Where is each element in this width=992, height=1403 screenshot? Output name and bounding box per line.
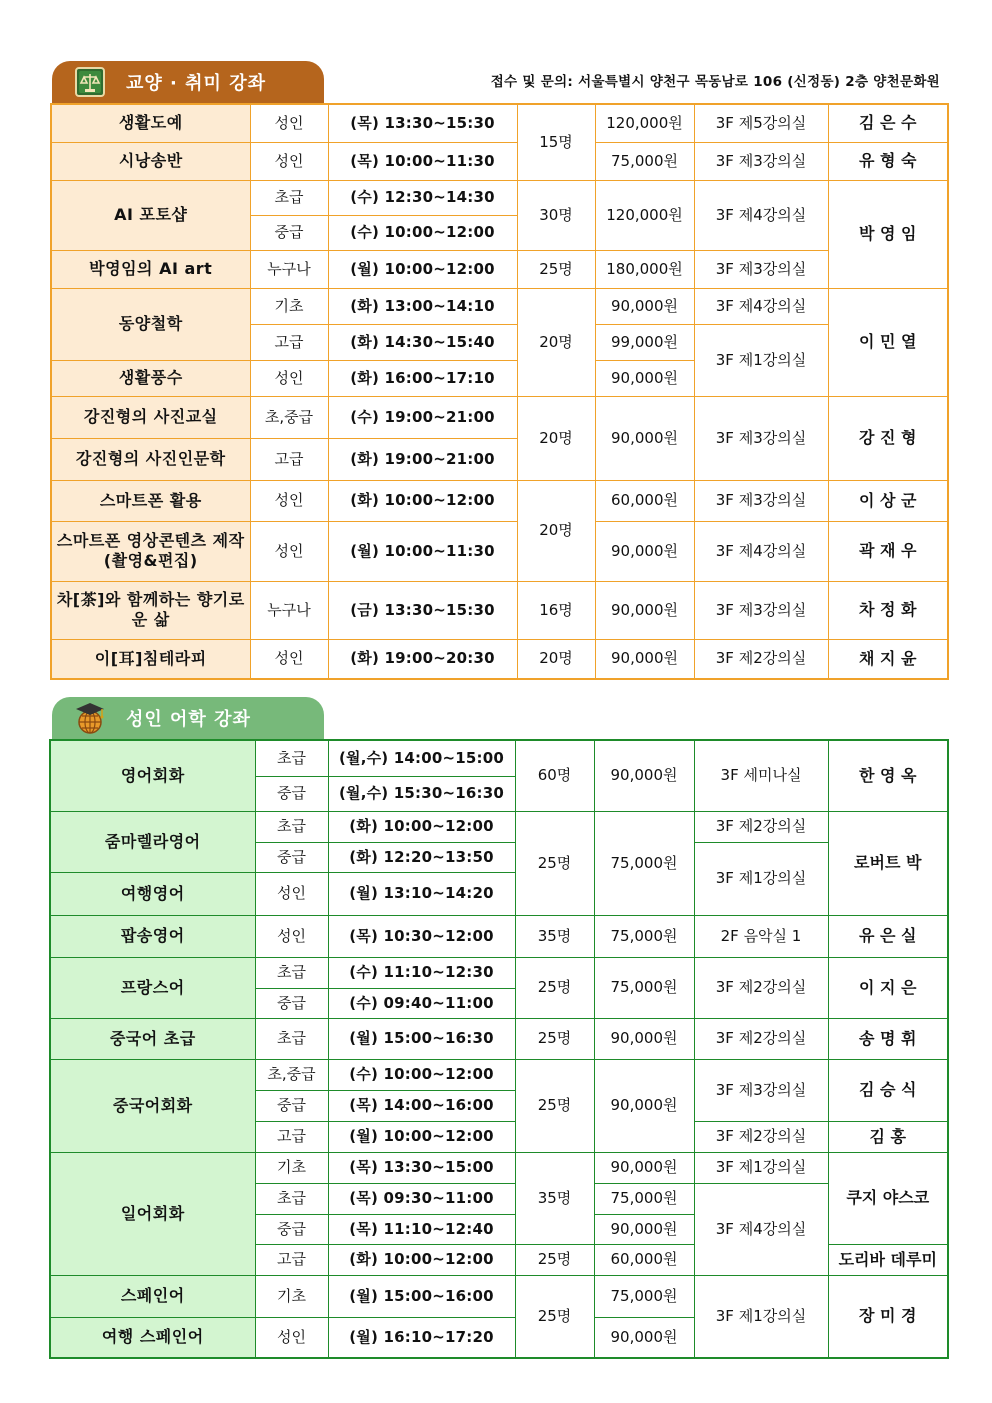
course-teacher: 김 은 수 [828,104,948,142]
course-time: (월) 10:00~12:00 [328,250,517,288]
course-time: (월) 13:10~14:20 [328,872,515,915]
course-capacity: 25명 [515,1244,594,1275]
course-teacher: 유 은 실 [828,915,948,957]
course-capacity: 20명 [517,639,595,679]
course-level: 중급 [255,842,328,872]
course-level: 초급 [250,180,328,215]
course-teacher: 박 영 임 [828,180,948,288]
table-row [51,104,948,142]
course-capacity: 25명 [515,811,594,915]
table-row [50,957,948,988]
course-fee: 75,000원 [594,1183,694,1214]
course-time: (화) 19:00~21:00 [328,438,517,480]
course-fee: 90,000원 [594,1214,694,1244]
course-time: (월) 15:00~16:00 [328,1275,515,1317]
course-capacity: 25명 [515,957,594,1018]
course-name: 스마트폰 활용 [51,480,250,521]
course-time: (수) 19:00~21:00 [328,396,517,438]
course-level: 성인 [255,915,328,957]
table-row [50,1018,948,1059]
course-name: 이[耳]침테라피 [51,639,250,679]
course-level: 초급 [255,1018,328,1059]
course-time: (수) 10:00~12:00 [328,1059,515,1090]
course-time: (월) 16:10~17:20 [328,1317,515,1358]
course-time: (화) 10:00~12:00 [328,480,517,521]
course-time: (목) 10:00~11:30 [328,142,517,180]
table-row [51,521,948,581]
course-time: (목) 09:30~11:00 [328,1183,515,1214]
course-room: 3F 제2강의실 [694,957,828,1018]
course-room: 3F 제3강의실 [694,396,828,480]
course-capacity: 20명 [517,480,595,581]
course-fee: 75,000원 [594,957,694,1018]
course-time: (화) 10:00~12:00 [328,1244,515,1275]
course-fee: 90,000원 [595,521,694,581]
course-level: 초급 [255,957,328,988]
course-time: (화) 19:00~20:30 [328,639,517,679]
contact-info: 접수 및 문의: 서울특별시 양천구 목동남로 106 (신정동) 2층 양천문화원 [490,74,940,90]
course-time: (월) 10:00~12:00 [328,1121,515,1152]
language-section-header [52,697,324,739]
course-fee: 99,000원 [595,324,694,360]
course-teacher: 쿠지 야스코 [828,1152,948,1244]
course-time: (화) 10:00~12:00 [328,811,515,842]
course-teacher: 곽 재 우 [828,521,948,581]
course-capacity: 30명 [517,180,595,250]
course-level: 성인 [255,872,328,915]
course-name: 스마트폰 영상콘텐츠 제작(촬영&편집) [51,521,250,581]
course-time: (금) 13:30~15:30 [328,581,517,639]
course-room: 3F 제4강의실 [694,288,828,324]
course-level: 누구나 [250,581,328,639]
course-time: (월) 10:00~11:30 [328,521,517,581]
course-time: (화) 16:00~17:10 [328,360,517,396]
course-teacher: 장 미 경 [828,1275,948,1358]
course-name: 여행영어 [50,872,255,915]
course-capacity: 35명 [515,915,594,957]
course-fee: 75,000원 [595,142,694,180]
course-room: 3F 제3강의실 [694,1059,828,1121]
course-name: 동양철학 [51,288,250,360]
course-teacher: 강 진 형 [828,396,948,480]
course-level: 초,중급 [255,1059,328,1090]
course-name: AI 포토샵 [51,180,250,250]
book-icon [72,64,108,100]
course-room: 3F 제2강의실 [694,1121,828,1152]
table-row [51,639,948,679]
course-capacity: 25명 [515,1059,594,1152]
course-fee: 90,000원 [594,1018,694,1059]
course-level: 초급 [255,811,328,842]
course-name: 스페인어 [50,1275,255,1317]
course-fee: 75,000원 [594,811,694,915]
course-level: 초급 [255,1183,328,1214]
course-capacity: 15명 [517,104,595,180]
course-level: 성인 [250,360,328,396]
course-room: 3F 제3강의실 [694,581,828,639]
table-row [51,180,948,215]
course-level: 고급 [250,324,328,360]
course-room: 3F 제3강의실 [694,142,828,180]
course-fee: 60,000원 [594,1244,694,1275]
course-level: 초급 [255,740,328,776]
course-name: 줌마렐라영어 [50,811,255,872]
course-time: (목) 13:30~15:00 [328,1152,515,1183]
culture-section-title: 교양 · 취미 강좌 [126,73,266,94]
language-course-table [49,739,949,1359]
course-capacity: 25명 [517,250,595,288]
course-fee: 90,000원 [595,639,694,679]
course-room: 3F 제5강의실 [694,104,828,142]
table-row [51,250,948,288]
course-level: 고급 [255,1121,328,1152]
table-row [50,1152,948,1183]
course-name: 차[茶]와 함께하는 향기로운 삶 [51,581,250,639]
course-level: 누구나 [250,250,328,288]
course-fee: 75,000원 [594,915,694,957]
culture-section-header [52,61,324,103]
course-name: 중국어 초급 [50,1018,255,1059]
course-name: 강진형의 사진교실 [51,396,250,438]
course-teacher: 김 승 식 [828,1059,948,1121]
course-name: 여행 스페인어 [50,1317,255,1358]
course-fee: 120,000원 [595,104,694,142]
course-room: 3F 제4강의실 [694,180,828,250]
course-capacity: 25명 [515,1275,594,1358]
course-room: 3F 세미나실 [694,740,828,811]
graduation-globe-icon [72,700,108,736]
course-level: 성인 [250,142,328,180]
course-time: (월,수) 14:00~15:00 [328,740,515,776]
course-level: 성인 [255,1317,328,1358]
course-fee: 90,000원 [595,360,694,396]
course-level: 중급 [255,988,328,1018]
table-row [51,142,948,180]
course-fee: 120,000원 [595,180,694,250]
course-fee: 90,000원 [594,1152,694,1183]
table-row [50,811,948,842]
course-fee: 60,000원 [595,480,694,521]
course-name: 팝송영어 [50,915,255,957]
course-room: 3F 제3강의실 [694,250,828,288]
course-capacity: 16명 [517,581,595,639]
course-level: 초,중급 [250,396,328,438]
course-time: (목) 11:10~12:40 [328,1214,515,1244]
course-name: 강진형의 사진인문학 [51,438,250,480]
course-level: 중급 [250,215,328,250]
table-row [51,480,948,521]
table-row [50,740,948,776]
course-teacher: 도리바 데루미 [828,1244,948,1275]
course-level: 기초 [250,288,328,324]
course-name: 프랑스어 [50,957,255,1018]
course-teacher: 채 지 윤 [828,639,948,679]
course-fee: 90,000원 [595,396,694,480]
course-name: 시낭송반 [51,142,250,180]
table-row [50,1275,948,1317]
course-time: (수) 12:30~14:30 [328,180,517,215]
course-time: (수) 09:40~11:00 [328,988,515,1018]
table-row [50,1059,948,1090]
course-room: 3F 제2강의실 [694,639,828,679]
course-time: (월) 15:00~16:30 [328,1018,515,1059]
course-time: (목) 13:30~15:30 [328,104,517,142]
course-level: 중급 [255,1090,328,1121]
course-name: 생활도예 [51,104,250,142]
course-level: 고급 [250,438,328,480]
course-teacher: 한 영 옥 [828,740,948,811]
course-room: 3F 제2강의실 [694,1018,828,1059]
course-room: 3F 제1강의실 [694,324,828,396]
course-time: (수) 11:10~12:30 [328,957,515,988]
course-fee: 90,000원 [595,288,694,324]
course-time: (화) 13:00~14:10 [328,288,517,324]
course-teacher: 이 지 은 [828,957,948,1018]
table-row [51,581,948,639]
course-time: (수) 10:00~12:00 [328,215,517,250]
course-level: 성인 [250,104,328,142]
course-level: 성인 [250,521,328,581]
course-teacher: 이 상 군 [828,480,948,521]
course-capacity: 25명 [515,1018,594,1059]
course-fee: 90,000원 [594,1059,694,1152]
course-fee: 90,000원 [595,581,694,639]
course-name: 중국어회화 [50,1059,255,1152]
course-room: 3F 제3강의실 [694,480,828,521]
course-fee: 90,000원 [594,1317,694,1358]
course-capacity: 60명 [515,740,594,811]
course-capacity: 20명 [517,396,595,480]
course-teacher: 김 홍 [828,1121,948,1152]
course-teacher: 로버트 박 [828,811,948,915]
course-level: 성인 [250,480,328,521]
course-time: (화) 12:20~13:50 [328,842,515,872]
table-row [51,288,948,324]
course-teacher: 이 민 열 [828,288,948,396]
course-fee: 75,000원 [594,1275,694,1317]
course-capacity: 35명 [515,1152,594,1244]
table-row [50,915,948,957]
course-room: 3F 제1강의실 [694,842,828,915]
course-room: 3F 제1강의실 [694,1152,828,1183]
course-name: 일어회화 [50,1152,255,1275]
course-capacity: 20명 [517,288,595,396]
course-teacher: 송 명 휘 [828,1018,948,1059]
course-level: 기초 [255,1275,328,1317]
course-time: (목) 14:00~16:00 [328,1090,515,1121]
course-fee: 180,000원 [595,250,694,288]
course-room: 3F 제2강의실 [694,811,828,842]
language-section-title: 성인 어학 강좌 [126,709,251,730]
course-level: 기초 [255,1152,328,1183]
course-room: 3F 제4강의실 [694,1183,828,1275]
course-level: 고급 [255,1244,328,1275]
course-time: (화) 14:30~15:40 [328,324,517,360]
course-level: 성인 [250,639,328,679]
course-level: 중급 [255,1214,328,1244]
course-name: 박영임의 AI art [51,250,250,288]
course-room: 3F 제1강의실 [694,1275,828,1358]
table-row [51,396,948,438]
culture-course-table [50,103,949,680]
course-teacher: 유 형 숙 [828,142,948,180]
course-time: (월,수) 15:30~16:30 [328,776,515,811]
course-room: 3F 제4강의실 [694,521,828,581]
course-time: (목) 10:30~12:00 [328,915,515,957]
course-name: 생활풍수 [51,360,250,396]
course-fee: 90,000원 [594,740,694,811]
course-name: 영어회화 [50,740,255,811]
course-room: 2F 음악실 1 [694,915,828,957]
course-teacher: 차 정 화 [828,581,948,639]
course-level: 중급 [255,776,328,811]
